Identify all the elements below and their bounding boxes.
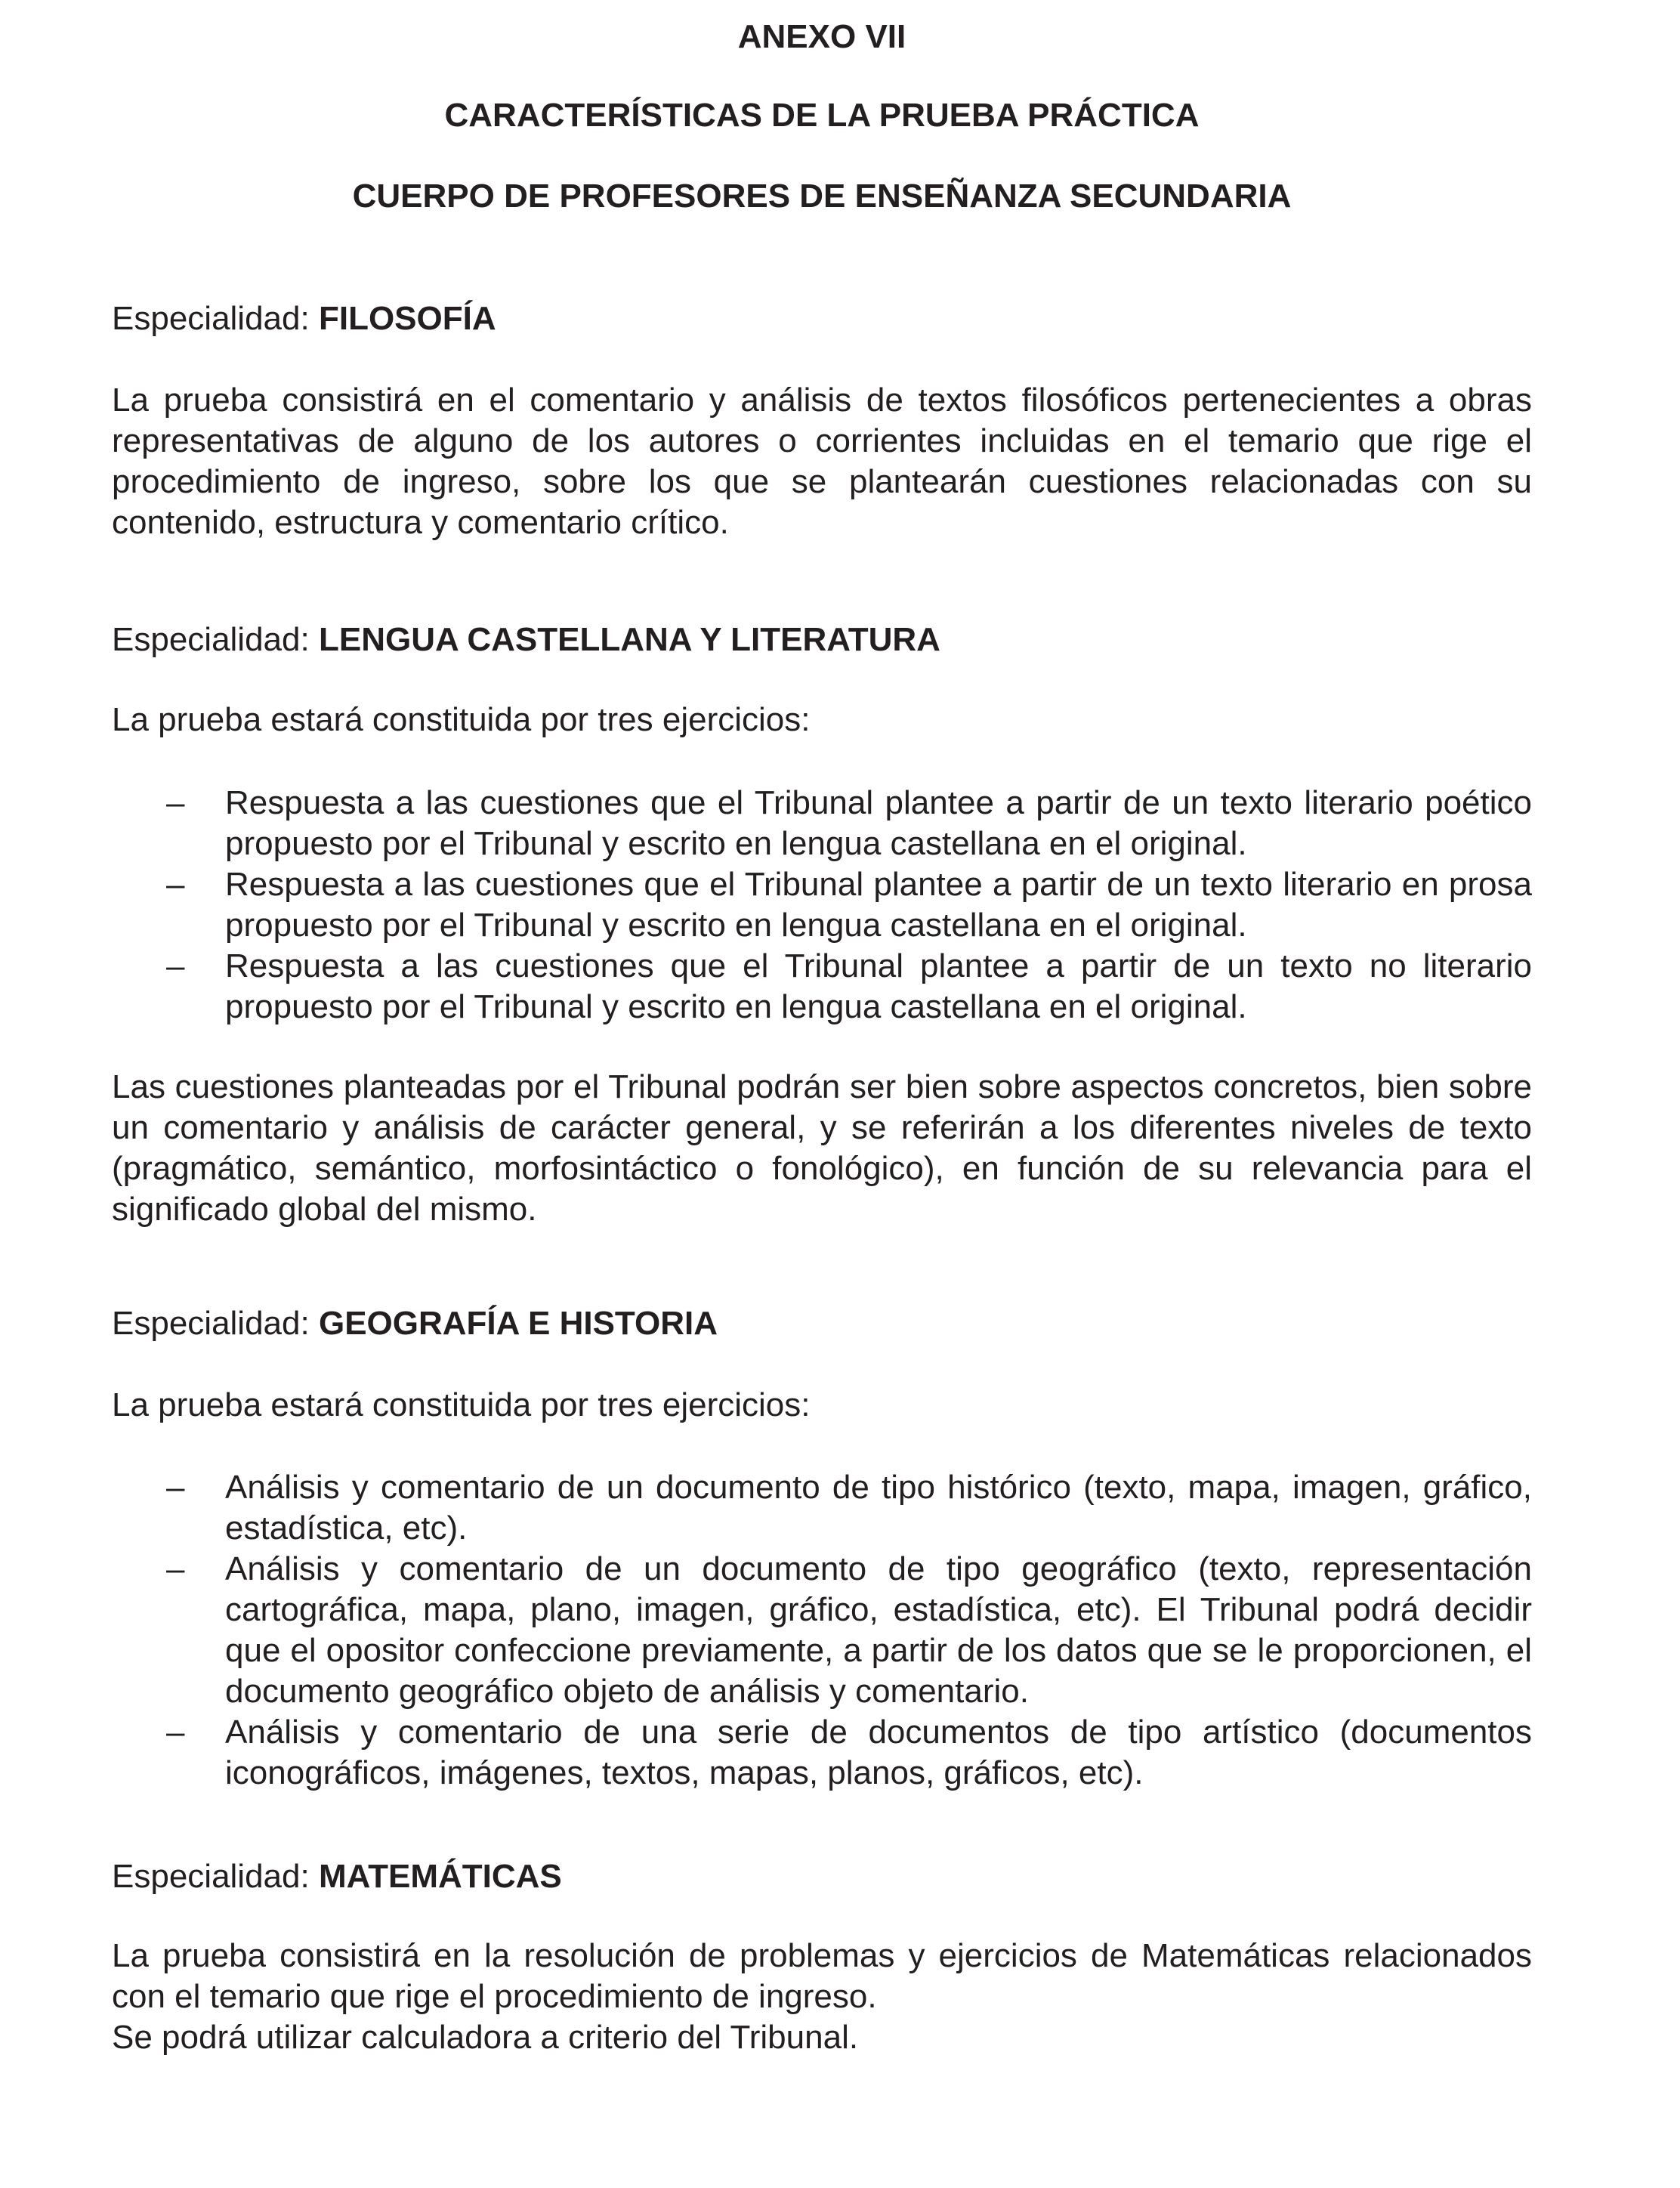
section-lengua	[112, 620, 1532, 660]
section-paragraph: La prueba consistirá en la resolución de problemas y ejercicios de Matemáticas relacionados con el temario que rige el procedimiento de ingreso.	[112, 1937, 1532, 2015]
section-matematicas-body	[112, 1936, 1532, 2058]
list-item-text: Respuesta a las cuestiones que el Tribunal plantee a partir de un texto literario poético propuesto por el Tribunal y escrito en lengua castellana en el original.	[225, 784, 1532, 862]
section-paragraph: Las cuestiones planteadas por el Tribunal podrán ser bien sobre aspectos concretos, bien sobre un comentario y análisis de carácter general, y se referirán a los diferentes niveles de texto (pragmático, semántico, morfosintáctico o fonológico), en función de su relevancia para el significado global del mismo.	[112, 1068, 1532, 1228]
section-geografia	[112, 1303, 1532, 1344]
list-item-text: Análisis y comentario de una serie de documentos de tipo artístico (documentos iconográficos, imágenes, textos, mapas, planos, gráficos, etc).	[225, 1714, 1532, 1791]
specialty-name: MATEMÁTICAS	[318, 1858, 562, 1895]
dash-bullet-icon: –	[166, 1469, 185, 1506]
exercise-list	[112, 1467, 1532, 1794]
list-item-text: Análisis y comentario de un documento de tipo histórico (texto, mapa, imagen, gráfico, estadística, etc).	[225, 1469, 1532, 1547]
dash-bullet-icon: –	[166, 1714, 185, 1751]
dash-bullet-icon: –	[166, 947, 185, 984]
section-intro: La prueba estará constituida por tres ejercicios:	[112, 1386, 811, 1423]
section-filosofia-body	[112, 380, 1532, 543]
section-lengua-intro	[112, 700, 1532, 740]
dash-bullet-icon: –	[166, 866, 185, 903]
section-lengua-list	[112, 783, 1532, 1028]
list-item	[112, 946, 1532, 1028]
specialty-label: Especialidad:	[112, 621, 310, 658]
section-matematicas	[112, 1856, 1532, 1897]
specialty-heading	[112, 1303, 1532, 1344]
document-title: CARACTERÍSTICAS DE LA PRUEBA PRÁCTICA	[444, 97, 1200, 134]
section-lengua-closing	[112, 1067, 1532, 1230]
list-item-text: Análisis y comentario de un documento de tipo geográfico (texto, representación cartográfica, mapa, plano, imagen, gráfico, estadística, etc). El Tribunal podrá decidir que el opositor confeccione previamente, a partir de los datos que se le proporcionen, el documento geográfico objeto de análisis y comentario.	[225, 1550, 1532, 1710]
section-paragraph: La prueba consistirá en el comentario y análisis de textos filosóficos pertenecientes a obras representativas de alguno de los autores o corrientes incluidas en el temario que rige el procedimiento de ingreso, sobre los que se plantearán cuestiones relacionadas con su contenido, estructura y comentario crítico.	[112, 382, 1532, 541]
section-geografia-intro	[112, 1385, 1532, 1426]
specialty-label: Especialidad:	[112, 1858, 310, 1895]
section-intro: La prueba estará constituida por tres ejercicios:	[112, 701, 811, 738]
exercise-list	[112, 783, 1532, 1028]
document-subtitle: CUERPO DE PROFESORES DE ENSEÑANZA SECUNDARIA	[352, 178, 1292, 215]
specialty-label: Especialidad:	[112, 1305, 310, 1342]
list-item-text: Respuesta a las cuestiones que el Tribunal plantee a partir de un texto literario en prosa propuesto por el Tribunal y escrito en lengua castellana en el original.	[225, 866, 1532, 944]
annex-heading: ANEXO VII	[737, 18, 906, 55]
list-item	[112, 1712, 1532, 1794]
section-geografia-list	[112, 1467, 1532, 1794]
specialty-label: Especialidad:	[112, 300, 310, 337]
list-item-text: Respuesta a las cuestiones que el Tribunal plantee a partir de un texto no literario propuesto por el Tribunal y escrito en lengua castellana en el original.	[225, 947, 1532, 1025]
dash-bullet-icon: –	[166, 784, 185, 821]
list-item	[112, 783, 1532, 864]
list-item	[112, 1467, 1532, 1549]
specialty-name: FILOSOFÍA	[318, 300, 496, 337]
section-note: Se podrá utilizar calculadora a criterio del Tribunal.	[112, 2019, 859, 2056]
list-item	[112, 864, 1532, 946]
specialty-name: GEOGRAFÍA E HISTORIA	[318, 1305, 718, 1342]
dash-bullet-icon: –	[166, 1550, 185, 1587]
section-filosofia	[112, 298, 1532, 339]
specialty-heading	[112, 1856, 1532, 1897]
specialty-heading	[112, 298, 1532, 339]
list-item	[112, 1549, 1532, 1712]
specialty-name: LENGUA CASTELLANA Y LITERATURA	[318, 621, 940, 658]
specialty-heading	[112, 620, 1532, 660]
